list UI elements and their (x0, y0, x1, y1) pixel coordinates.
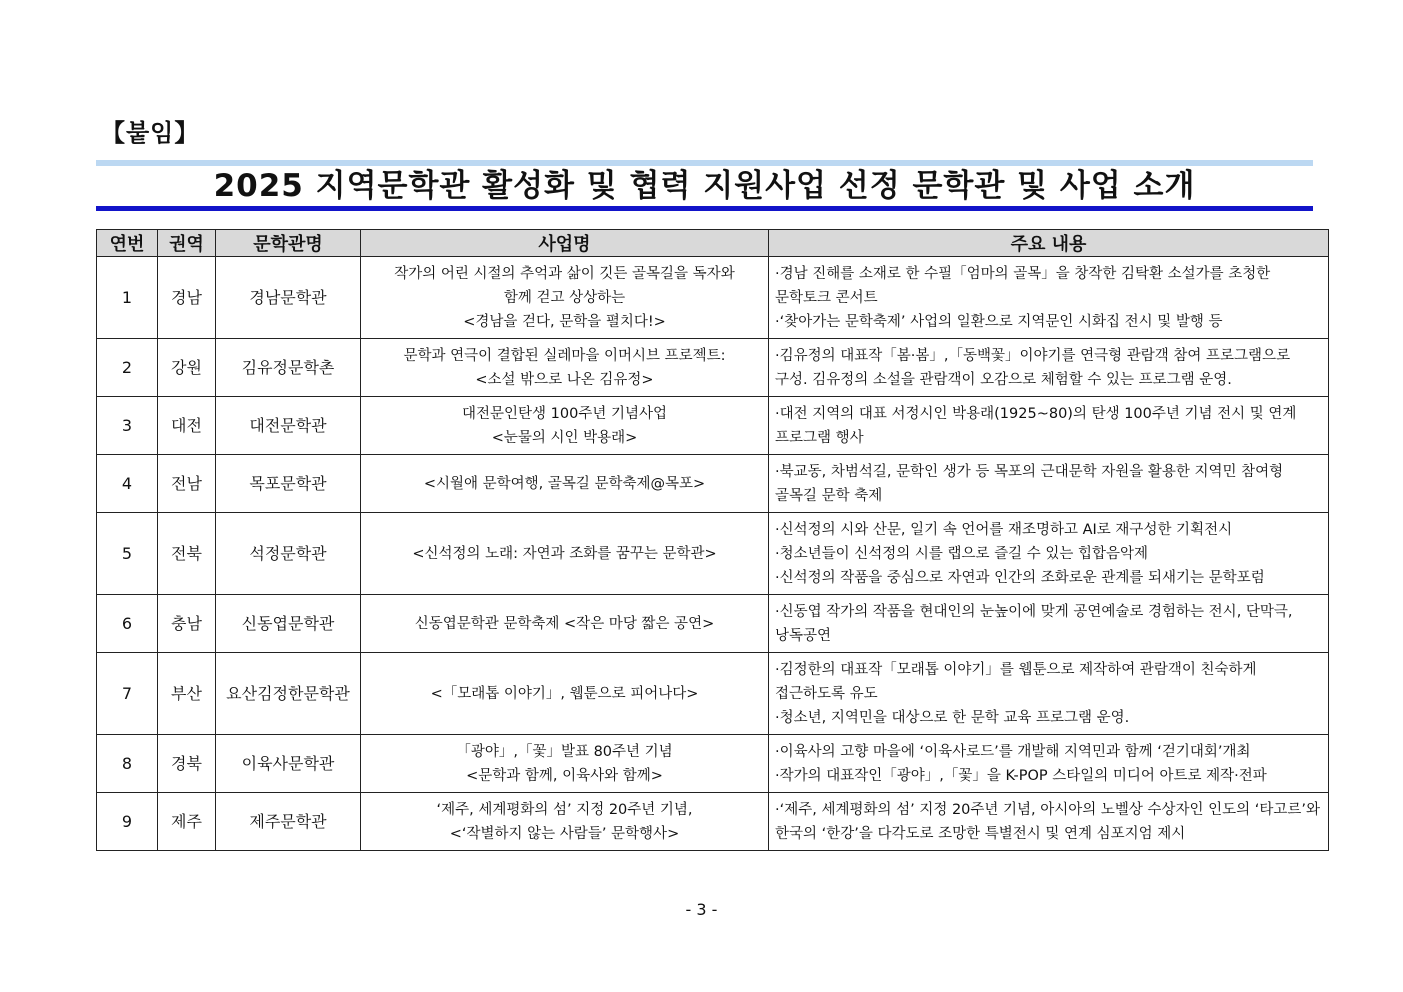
row-region: 전남 (158, 455, 216, 513)
detail-line: ·청소년, 지역민을 대상으로 한 문학 교육 프로그램 운영. (775, 709, 1130, 726)
row-museum-name: 석정문학관 (216, 513, 361, 595)
detail-line: ·김유정의 대표작「봄·봄」,「동백꽃」이야기를 연극형 관람객 참여 프로그램으로 구성. 김유정의 소설을 관람객이 오감으로 체험할 수 있는 프로그램 운영. (775, 347, 1291, 388)
row-project-name (361, 257, 769, 339)
project-line: 작가의 어린 시절의 추억과 삶이 깃든 골목길을 독자와 (394, 265, 735, 282)
row-number: 4 (97, 455, 158, 513)
row-region: 강원 (158, 339, 216, 397)
row-number: 5 (97, 513, 158, 595)
row-details (769, 595, 1329, 653)
header-details: 주요 내용 (769, 230, 1329, 257)
row-museum-name: 경남문학관 (216, 257, 361, 339)
detail-line: ·김정한의 대표작「모래톱 이야기」를 웹툰으로 제작하여 관람객이 친숙하게 접근하도록 유도 (775, 661, 1257, 702)
row-details (769, 735, 1329, 793)
project-line: <눈물의 시인 박용래> (491, 429, 638, 446)
detail-line: ·‘찾아가는 문학축제’ 사업의 일환으로 지역문인 시화집 전시 및 발행 등 (775, 313, 1223, 330)
row-region: 경북 (158, 735, 216, 793)
row-number: 8 (97, 735, 158, 793)
row-project-name (361, 595, 769, 653)
project-line: <문학과 함께, 이육사와 함께> (466, 767, 663, 784)
table-row (97, 257, 1329, 339)
row-project-name (361, 735, 769, 793)
document-title: 2025 지역문학관 활성화 및 협력 지원사업 선정 문학관 및 사업 소개 (213, 168, 1196, 204)
table-row (97, 513, 1329, 595)
header-region: 권역 (158, 230, 216, 257)
row-museum-name: 대전문학관 (216, 397, 361, 455)
project-line: <경남을 걷다, 문학을 펼치다!> (463, 313, 666, 330)
project-line: <시월애 문학여행, 골목길 문학축제@목포> (423, 475, 706, 492)
detail-line: ·청소년들이 신석정의 시를 랩으로 즐길 수 있는 힙합음악제 (775, 545, 1149, 562)
detail-line: ·경남 진해를 소재로 한 수필「엄마의 골목」을 창작한 김탁환 소설가를 초청한 문학토크 콘서트 (775, 265, 1271, 306)
row-project-name (361, 513, 769, 595)
project-line: 신동엽문학관 문학축제 <작은 마당 짧은 공연> (414, 615, 715, 632)
row-museum-name: 목포문학관 (216, 455, 361, 513)
detail-line: ·작가의 대표작인「광야」,「꽃」을 K-POP 스타일의 미디어 아트로 제작·전파 (775, 767, 1267, 784)
header-no: 연번 (97, 230, 158, 257)
detail-line: ·신석정의 작품을 중심으로 자연과 인간의 조화로운 관계를 되새기는 문학포럼 (775, 569, 1265, 586)
row-project-name (361, 653, 769, 735)
row-museum-name: 김유정문학촌 (216, 339, 361, 397)
row-project-name (361, 339, 769, 397)
project-line: 대전문인탄생 100주년 기념사업 (462, 405, 667, 422)
project-line: <소설 밖으로 나온 김유정> (475, 371, 654, 388)
project-line: 함께 걷고 상상하는 (503, 289, 626, 306)
table-row (97, 735, 1329, 793)
row-museum-name: 신동엽문학관 (216, 595, 361, 653)
row-museum-name: 이육사문학관 (216, 735, 361, 793)
museum-table (96, 229, 1329, 851)
project-line: ‘제주, 세계평화의 섬’ 지정 20주년 기념, (436, 801, 693, 818)
attachment-label: 【붙임】 (101, 119, 200, 147)
detail-line: ·‘제주, 세계평화의 섬’ 지정 20주년 기념, 아시아의 노벨상 수상자인 인도의 ‘타고르’와 한국의 ‘한강’을 다각도로 조망한 특별전시 및 연계 심포지엄 제시 (775, 801, 1321, 842)
row-region: 경남 (158, 257, 216, 339)
row-region: 전북 (158, 513, 216, 595)
row-details (769, 455, 1329, 513)
row-number: 7 (97, 653, 158, 735)
row-details (769, 653, 1329, 735)
table-row (97, 653, 1329, 735)
row-details (769, 513, 1329, 595)
row-museum-name: 요산김정한문학관 (216, 653, 361, 735)
page-number: - 3 - (685, 900, 718, 919)
header-museum: 문학관명 (216, 230, 361, 257)
row-region: 부산 (158, 653, 216, 735)
project-line: <「모래톱 이야기」, 웹툰으로 피어나다> (430, 685, 699, 702)
row-region: 제주 (158, 793, 216, 851)
project-line: 문학과 연극이 결합된 실레마을 이머시브 프로젝트: (403, 347, 726, 364)
table-header-row (97, 230, 1329, 257)
project-line: <‘작별하지 않는 사람들’ 문학행사> (449, 825, 680, 842)
title-bottom-rule (96, 206, 1313, 211)
row-number: 6 (97, 595, 158, 653)
project-line: 「광야」,「꽃」발표 80주년 기념 (456, 743, 673, 760)
detail-line: ·신동엽 작가의 작품을 현대인의 눈높이에 맞게 공연예술로 경험하는 전시, 단막극, 낭독공연 (775, 603, 1293, 644)
table-row (97, 455, 1329, 513)
row-number: 9 (97, 793, 158, 851)
row-details (769, 339, 1329, 397)
row-number: 1 (97, 257, 158, 339)
row-details (769, 793, 1329, 851)
header-project: 사업명 (361, 230, 769, 257)
row-details (769, 397, 1329, 455)
row-details (769, 257, 1329, 339)
row-project-name (361, 793, 769, 851)
table-row (97, 397, 1329, 455)
project-line: <신석정의 노래: 자연과 조화를 꿈꾸는 문학관> (412, 545, 717, 562)
table-row (97, 339, 1329, 397)
detail-line: ·신석정의 시와 산문, 일기 속 언어를 재조명하고 AI로 재구성한 기획전시 (775, 521, 1233, 538)
table-row (97, 793, 1329, 851)
row-museum-name: 제주문학관 (216, 793, 361, 851)
detail-line: ·대전 지역의 대표 서정시인 박용래(1925~80)의 탄생 100주년 기념 전시 및 연계 프로그램 행사 (775, 405, 1297, 446)
row-region: 충남 (158, 595, 216, 653)
row-number: 3 (97, 397, 158, 455)
row-project-name (361, 397, 769, 455)
detail-line: ·이육사의 고향 마을에 ‘이육사로드’를 개발해 지역민과 함께 ‘걷기대회’개최 (775, 743, 1251, 760)
row-number: 2 (97, 339, 158, 397)
detail-line: ·북교동, 차범석길, 문학인 생가 등 목포의 근대문학 자원을 활용한 지역민 참여형 골목길 문학 축제 (775, 463, 1284, 504)
table-row (97, 595, 1329, 653)
row-project-name (361, 455, 769, 513)
row-region: 대전 (158, 397, 216, 455)
